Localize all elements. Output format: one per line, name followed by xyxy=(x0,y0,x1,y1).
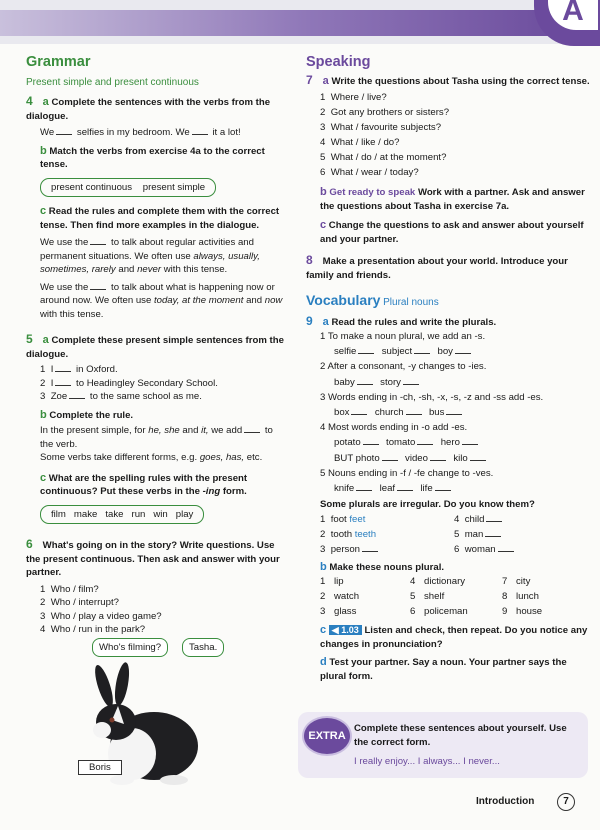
item-number: 1 xyxy=(40,364,46,375)
speech-bubble-answer: Tasha. xyxy=(182,638,224,657)
text: now xyxy=(264,295,283,306)
word: boy xyxy=(437,346,453,358)
text: Who / play a video game? xyxy=(50,610,162,622)
text: never xyxy=(137,264,162,275)
list-item xyxy=(40,363,288,377)
exercise-number: 8 xyxy=(306,253,313,267)
ex6-list xyxy=(26,583,288,637)
list-item xyxy=(320,165,590,180)
exercise-4b xyxy=(26,145,288,172)
word: kilo xyxy=(453,452,468,464)
text: it, xyxy=(201,425,209,436)
text: What / do / at the moment? xyxy=(330,152,447,163)
list-item xyxy=(320,90,590,105)
word: baby xyxy=(334,376,355,388)
answer-blank[interactable] xyxy=(363,444,379,445)
plural-answer: feet xyxy=(349,513,366,525)
word: leaf xyxy=(379,483,396,495)
list-item xyxy=(40,596,288,610)
answer-blank[interactable] xyxy=(358,353,374,354)
text: to talk about regular activities and permanent situations. We often use xyxy=(40,237,254,262)
word-box: film make take run win play xyxy=(40,505,204,525)
answer-blank[interactable] xyxy=(403,384,419,385)
ex4a-sentence xyxy=(26,126,288,140)
text: selfies in my bedroom. We xyxy=(76,127,190,138)
exercise-number: 5 xyxy=(26,332,33,346)
header-bar xyxy=(0,10,560,36)
exercise-5a xyxy=(26,333,288,361)
text: Got any brothers or sisters? xyxy=(330,107,450,118)
answer-blank[interactable] xyxy=(406,414,422,415)
word: child xyxy=(464,513,485,525)
word: potato xyxy=(334,437,361,449)
answer-blank[interactable] xyxy=(417,444,433,445)
text: What / wear / today? xyxy=(330,167,419,178)
item-number: 3 xyxy=(320,543,326,555)
tense-option: present simple xyxy=(142,181,206,193)
answer-blank[interactable] xyxy=(356,490,372,491)
extra-badge: EXTRA xyxy=(302,716,352,756)
rule-text: 4 Most words ending in -o add -es. xyxy=(320,422,468,434)
plural-rules xyxy=(306,329,590,496)
exercise-letter: a xyxy=(42,334,49,346)
item-number: 8 xyxy=(502,591,508,603)
answer-blank[interactable] xyxy=(362,551,378,552)
answer-blank[interactable] xyxy=(470,460,486,461)
item-number: 4 xyxy=(454,513,460,525)
list-item xyxy=(320,527,454,542)
text: Some verbs take different forms, e.g. xyxy=(40,452,198,463)
rule-words xyxy=(320,344,590,359)
item-number: 2 xyxy=(320,107,326,118)
exercise-letter: c xyxy=(320,219,327,231)
item-number: 2 xyxy=(320,591,326,603)
instruction: Change the questions to ask and answer about yourself and your partner. xyxy=(320,220,584,245)
exercise-number: 7 xyxy=(306,72,313,87)
rule-words xyxy=(320,451,590,466)
exercise-9d xyxy=(306,656,590,683)
item-number: 3 xyxy=(40,610,46,622)
instruction-highlight: Get ready to speak xyxy=(329,187,416,198)
item-number: 5 xyxy=(454,528,460,540)
item-number: 9 xyxy=(502,606,508,618)
answer-blank[interactable] xyxy=(192,134,208,135)
exercise-letter: a xyxy=(322,315,329,328)
instruction: Make these nouns plural. xyxy=(329,561,445,573)
text: I xyxy=(50,364,54,375)
grammar-title: Grammar xyxy=(26,54,91,70)
section-name: Introduction xyxy=(476,796,535,807)
word: box xyxy=(334,407,350,419)
instruction: Read the rules and write the plurals. xyxy=(331,316,497,328)
answer-blank[interactable] xyxy=(351,414,367,415)
text: In the present simple, for xyxy=(40,425,146,436)
text: to the same school as me. xyxy=(89,391,202,402)
list-item xyxy=(320,150,590,165)
word: selfie xyxy=(334,346,357,358)
word: house xyxy=(516,606,543,618)
extra-example: I really enjoy... I always... I never... xyxy=(354,756,500,767)
answer-blank[interactable] xyxy=(244,432,260,433)
list-item xyxy=(320,105,590,120)
word: lunch xyxy=(516,591,539,603)
answer-blank[interactable] xyxy=(486,521,502,522)
list-item xyxy=(320,512,454,527)
speech-bubble-question: Who's filming? xyxy=(92,638,168,657)
text: he, she xyxy=(148,425,180,436)
rule-1 xyxy=(26,236,288,277)
left-column xyxy=(26,56,288,637)
text: Where / live? xyxy=(330,92,387,103)
verbs-box xyxy=(26,505,288,525)
instruction: Complete the sentences with the verbs from the dialogue. xyxy=(26,97,271,122)
word: tooth xyxy=(330,528,353,540)
audio-track-number: 1.03 xyxy=(341,625,359,636)
item-number: 2 xyxy=(320,528,326,540)
list-item xyxy=(40,610,288,624)
exercise-letter: a xyxy=(42,96,49,108)
exercise-4c xyxy=(26,205,288,232)
extra-content xyxy=(354,722,582,769)
list-item xyxy=(40,623,288,637)
tense-box xyxy=(26,178,288,198)
rule-words xyxy=(320,435,590,450)
instruction: Write the questions about Tasha using the correct tense. xyxy=(331,75,590,87)
instruction: Read the rules and complete them with the correct tense. Then find more examples in the dialogue. xyxy=(40,206,280,231)
word: watch xyxy=(334,591,360,603)
audio-track-button[interactable] xyxy=(329,625,362,635)
answer-blank[interactable] xyxy=(462,444,478,445)
instruction: Work with a partner. Ask and answer the questions about Tasha in exercise 7a. xyxy=(320,187,585,212)
exercise-letter: a xyxy=(322,74,329,87)
word: glass xyxy=(334,606,357,618)
text: Who / film? xyxy=(50,583,99,595)
answer-blank[interactable] xyxy=(55,371,71,372)
exercise-8 xyxy=(306,254,590,282)
word: man xyxy=(464,528,484,540)
text: with this tense. xyxy=(163,264,228,275)
exercise-9b xyxy=(306,561,590,575)
instruction: -ing xyxy=(202,486,221,497)
exercise-letter: b xyxy=(40,408,47,421)
plural-answer: teeth xyxy=(354,528,377,540)
exercise-5c xyxy=(26,472,288,499)
text: Who / interrupt? xyxy=(50,597,119,608)
exercise-letter: c xyxy=(40,205,47,217)
vocabulary-header xyxy=(306,294,590,310)
text: with this tense. xyxy=(40,308,104,320)
grammar-subtitle: Present simple and present continuous xyxy=(26,76,199,88)
word: bus xyxy=(428,407,445,419)
text: to talk about what is happening now or around now. We often use xyxy=(40,281,275,306)
answer-blank[interactable] xyxy=(485,536,501,537)
exercise-number: 4 xyxy=(26,94,33,108)
speaking-title: Speaking xyxy=(306,54,371,70)
exercise-4a xyxy=(26,95,288,123)
word: person xyxy=(330,543,361,555)
answer-blank[interactable] xyxy=(357,384,373,385)
text: Who / run in the park? xyxy=(50,624,146,635)
instruction: Listen and check, then repeat. Do you notice any changes in pronunciation? xyxy=(320,625,588,650)
list-item xyxy=(320,120,590,135)
ex5b-rule xyxy=(26,424,288,465)
rule-words xyxy=(320,375,590,390)
exercise-number: 9 xyxy=(306,313,313,328)
answer-blank[interactable] xyxy=(455,353,471,354)
exercise-7a xyxy=(306,74,590,89)
ex7a-list xyxy=(306,90,590,180)
rule-words xyxy=(320,481,590,496)
exercise-9c xyxy=(306,624,590,651)
item-number: 6 xyxy=(410,606,416,618)
irregular-question: Some plurals are irregular. Do you know them? xyxy=(320,499,535,511)
text: I xyxy=(50,377,54,389)
item-number: 4 xyxy=(320,137,326,148)
answer-blank[interactable] xyxy=(498,551,514,552)
irregular-list xyxy=(306,512,590,557)
item-number: 4 xyxy=(410,576,416,588)
exercise-letter: c xyxy=(40,471,47,484)
text: it a lot! xyxy=(212,127,241,138)
text: We use the xyxy=(40,237,89,248)
exercise-7b xyxy=(306,186,590,213)
text: in Oxford. xyxy=(76,364,118,375)
exercise-letter: d xyxy=(320,656,327,669)
text: and xyxy=(246,295,263,306)
instruction: Complete the rule. xyxy=(49,409,134,421)
exercise-5b xyxy=(26,409,288,423)
instruction: What's going on in the story? Write questions. Use the present continuous. Then ask and answer with your partner. xyxy=(26,540,280,578)
list-item xyxy=(40,583,288,597)
word: hero xyxy=(440,437,460,449)
instruction: Match the verbs from exercise 4a to the correct tense. xyxy=(40,145,265,170)
instruction: Test your partner. Say a noun. Your partner says the plural form. xyxy=(320,657,567,682)
item-number: 1 xyxy=(320,92,326,103)
exercise-letter: b xyxy=(320,560,327,573)
exercise-7c xyxy=(306,219,590,246)
text: etc. xyxy=(246,452,263,463)
word: story xyxy=(380,376,401,388)
rule-2 xyxy=(26,281,288,322)
rule-text: 2 After a consonant, -y changes to -ies. xyxy=(320,361,487,373)
ex5a-list xyxy=(26,363,288,404)
word: lip xyxy=(334,576,344,588)
answer-blank[interactable] xyxy=(90,289,106,290)
exercise-9a xyxy=(306,315,590,330)
item-number: 6 xyxy=(454,543,460,555)
word: subject xyxy=(381,346,413,358)
item-number: 2 xyxy=(40,377,46,389)
answer-blank[interactable] xyxy=(55,385,71,386)
list-item xyxy=(454,512,574,527)
extra-instruction: Complete these sentences about yourself. Use the correct form. xyxy=(354,723,567,748)
instruction: What are the spelling rules with the present continuous? Put these verbs in the xyxy=(40,472,248,497)
answer-blank[interactable] xyxy=(397,490,413,491)
text: to the verb. xyxy=(40,425,273,450)
answer-blank[interactable] xyxy=(414,353,430,354)
answer-blank[interactable] xyxy=(56,134,72,135)
word: city xyxy=(516,576,531,588)
word: video xyxy=(405,452,428,464)
answer-blank[interactable] xyxy=(430,460,446,461)
rule-text: 3 Words ending in -ch, -sh, -x, -s, -z and -ss add -es. xyxy=(320,391,544,403)
answer-blank[interactable] xyxy=(435,490,451,491)
item-number: 3 xyxy=(320,122,326,133)
word: knife xyxy=(334,483,355,495)
right-column xyxy=(306,56,590,683)
list-item xyxy=(320,135,590,150)
list-item xyxy=(320,542,454,557)
text: We use the xyxy=(40,281,89,293)
list-item xyxy=(40,390,288,404)
text: Zoe xyxy=(50,391,68,402)
text: and xyxy=(182,425,199,436)
item-number: 1 xyxy=(320,513,326,525)
ex9b-grid xyxy=(306,574,590,619)
text: we add xyxy=(211,425,243,436)
word: dictionary xyxy=(424,576,466,588)
text: We xyxy=(40,127,55,138)
item-number: 7 xyxy=(502,576,508,588)
exercise-letter: b xyxy=(40,144,47,157)
vocabulary-subtitle: Plural nouns xyxy=(383,297,439,308)
word: policeman xyxy=(424,606,468,618)
answer-blank[interactable] xyxy=(90,244,106,245)
word: woman xyxy=(464,543,496,555)
exercise-number: 6 xyxy=(26,537,33,551)
exercise-letter: c xyxy=(320,624,327,637)
item-number: 1 xyxy=(40,583,46,595)
text: and xyxy=(118,264,135,275)
item-number: 2 xyxy=(40,597,46,608)
item-number: 3 xyxy=(40,391,46,402)
list-item xyxy=(454,527,574,542)
instruction: form. xyxy=(222,486,247,497)
text: goes, has, xyxy=(199,452,245,463)
item-number: 3 xyxy=(320,606,326,618)
tense-option: present continuous xyxy=(51,181,133,193)
item-number: 5 xyxy=(410,591,416,603)
word: shelf xyxy=(424,591,445,603)
item-number: 1 xyxy=(320,576,326,588)
page-number: 7 xyxy=(557,793,575,811)
answer-blank[interactable] xyxy=(446,414,462,415)
text: What / like / do? xyxy=(330,137,400,148)
text: to Headingley Secondary School. xyxy=(76,377,218,389)
item-number: 6 xyxy=(320,167,326,178)
word: church xyxy=(374,407,404,419)
rule-text: 1 To make a noun plural, we add an -s. xyxy=(320,331,486,342)
list-item xyxy=(40,377,288,391)
rabbit-label: Boris xyxy=(78,760,122,775)
item-number: 4 xyxy=(40,624,46,635)
word: BUT photo xyxy=(334,452,380,464)
vocabulary-title: Vocabulary xyxy=(306,292,381,308)
word-box xyxy=(40,178,216,198)
list-item xyxy=(454,542,574,557)
text: always, usually, sometimes, rarely xyxy=(40,250,260,275)
word: tomato xyxy=(386,437,416,449)
text: today, at the moment xyxy=(153,295,244,306)
play-icon: ◀ xyxy=(331,625,339,636)
instruction: Complete these present simple sentences from the dialogue. xyxy=(26,335,284,360)
instruction: Make a presentation about your world. Introduce your family and friends. xyxy=(306,256,568,281)
unit-tab-inner xyxy=(548,0,598,30)
answer-blank[interactable] xyxy=(69,398,85,399)
rule-words xyxy=(320,405,590,420)
unit-letter: A xyxy=(562,0,584,27)
answer-blank[interactable] xyxy=(382,460,398,461)
word: foot xyxy=(330,513,347,525)
text: What / favourite subjects? xyxy=(330,122,442,133)
exercise-6 xyxy=(26,538,288,580)
item-number: 5 xyxy=(320,152,326,163)
exercise-letter: b xyxy=(320,186,327,198)
word: life xyxy=(420,483,433,495)
rule-text: 5 Nouns ending in -f / -fe change to -ves. xyxy=(320,467,494,479)
